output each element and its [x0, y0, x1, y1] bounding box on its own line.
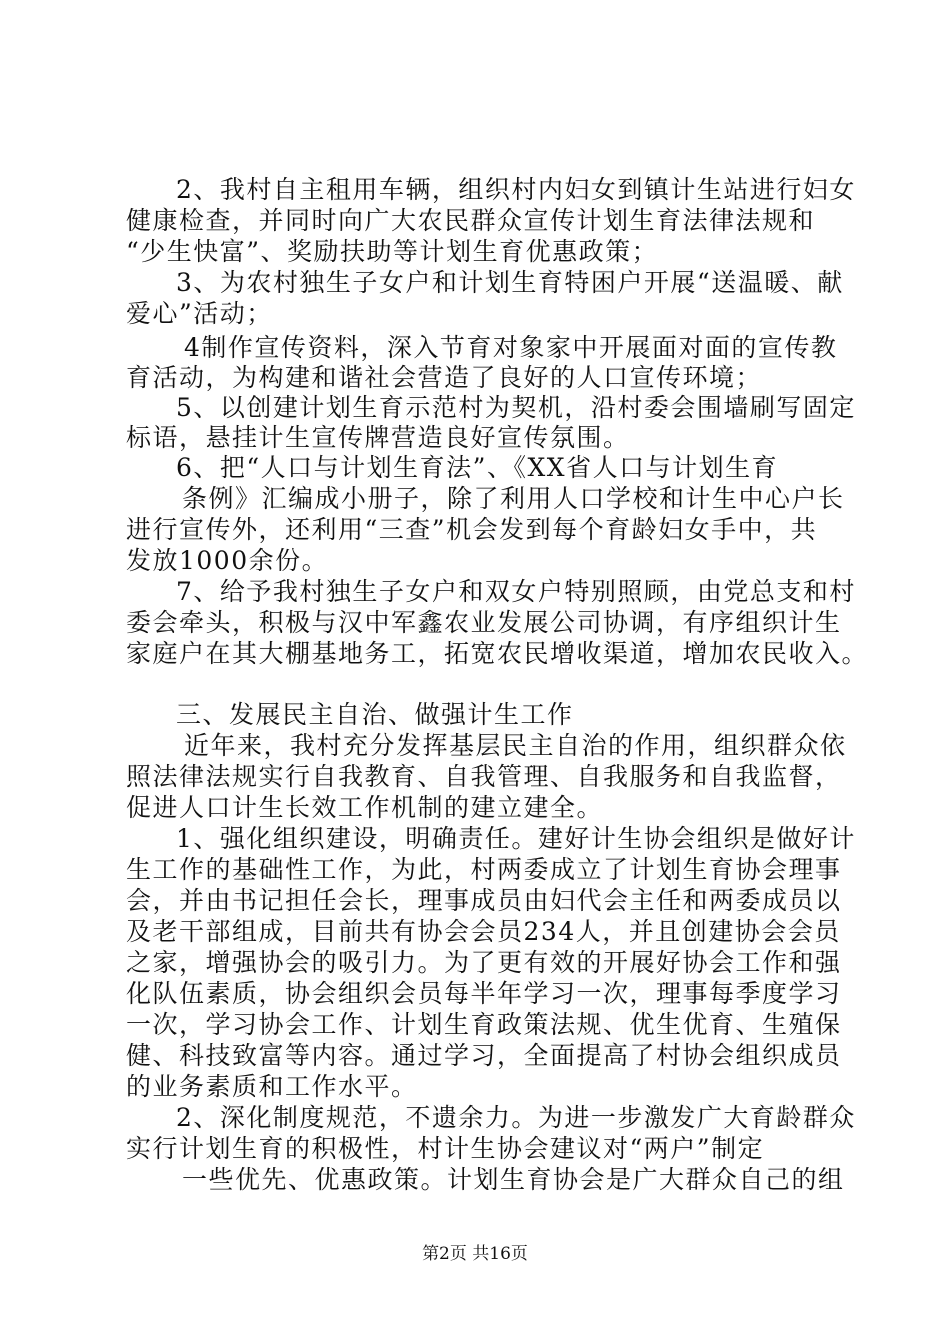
text-line: 1、强化组织建设，明确责任。建好计生协会组织是做好计 — [176, 824, 856, 853]
text-line: 照法律法规实行自我教育、自我管理、自我服务和自我监督， — [126, 762, 842, 791]
text-line: 的业务素质和工作水平。 — [126, 1072, 418, 1101]
text-line: “少生快富”、奖励扶助等计划生育优惠政策； — [126, 237, 659, 266]
text-line: 条例》汇编成小册子，除了利用人口学校和计生中心户长 — [182, 484, 845, 513]
text-line: 7、给予我村独生子女户和双女户特别照顾，由党总支和村 — [176, 577, 856, 606]
text-line: 爱心”活动； — [126, 299, 273, 328]
page-footer: 第2页 共16页 — [422, 1244, 528, 1264]
text-line: 发放1000余份。 — [126, 546, 329, 575]
text-line: 生工作的基础性工作，为此，村两委成立了计划生育协会理事 — [126, 855, 842, 884]
text-line: 近年来，我村充分发挥基层民主自治的作用，组织群众依 — [184, 731, 847, 760]
text-line: 2、深化制度规范，不遗余力。为进一步激发广大育龄群众 — [176, 1103, 856, 1132]
text-line: 进行宣传外，还利用“三查”机会发到每个育龄妇女手中，共 — [126, 515, 818, 544]
text-line: 3、为农村独生子女户和计划生育特困户开展“送温暖、献 — [176, 268, 844, 297]
section-heading: 三、发展民主自治、做强计生工作 — [176, 700, 574, 729]
text-line: 2、我村自主租用车辆，组织村内妇女到镇计生站进行妇女 — [176, 175, 856, 204]
text-line: 家庭户在其大棚基地务工，拓宽农民增收渠道，增加农民收入。 — [126, 639, 869, 668]
text-line: 健康检查，并同时向广大农民群众宣传计划生育法律法规和 — [126, 206, 816, 235]
text-line: 委会牵头，积极与汉中军鑫农业发展公司协调，有序组织计生 — [126, 608, 842, 637]
text-line: 4制作宣传资料，深入节育对象家中开展面对面的宣传教 — [184, 333, 838, 362]
text-line: 之家，增强协会的吸引力。为了更有效的开展好协会工作和强 — [126, 948, 842, 977]
text-line: 化队伍素质，协会组织会员每半年学习一次，理事每季度学习 — [126, 979, 842, 1008]
text-line: 及老干部组成，目前共有协会会员234人，并且创建协会会员 — [126, 917, 841, 946]
text-line: 一些优先、优惠政策。计划生育协会是广大群众自己的组 — [182, 1165, 845, 1194]
text-line: 标语，悬挂计生宣传牌营造良好宣传氛围。 — [126, 423, 630, 452]
text-line: 育活动，为构建和谐社会营造了良好的人口宣传环境； — [126, 363, 763, 392]
text-line: 促进人口计生长效工作机制的建立建全。 — [126, 793, 604, 822]
text-line: 5、以创建计划生育示范村为契机，沿村委会围墙刷写固定 — [176, 393, 856, 422]
text-line: 会，并由书记担任会长，理事成员由妇代会主任和两委成员以 — [126, 886, 842, 915]
text-line: 一次，学习协会工作、计划生育政策法规、优生优育、生殖保 — [126, 1010, 842, 1039]
text-line: 6、把“人口与计划生育法”、《XX省人口与计划生育 — [176, 453, 779, 482]
text-line: 健、科技致富等内容。通过学习，全面提高了村协会组织成员 — [126, 1041, 842, 1070]
text-line: 实行计划生育的积极性，村计生协会建议对“两户”制定 — [126, 1134, 765, 1163]
